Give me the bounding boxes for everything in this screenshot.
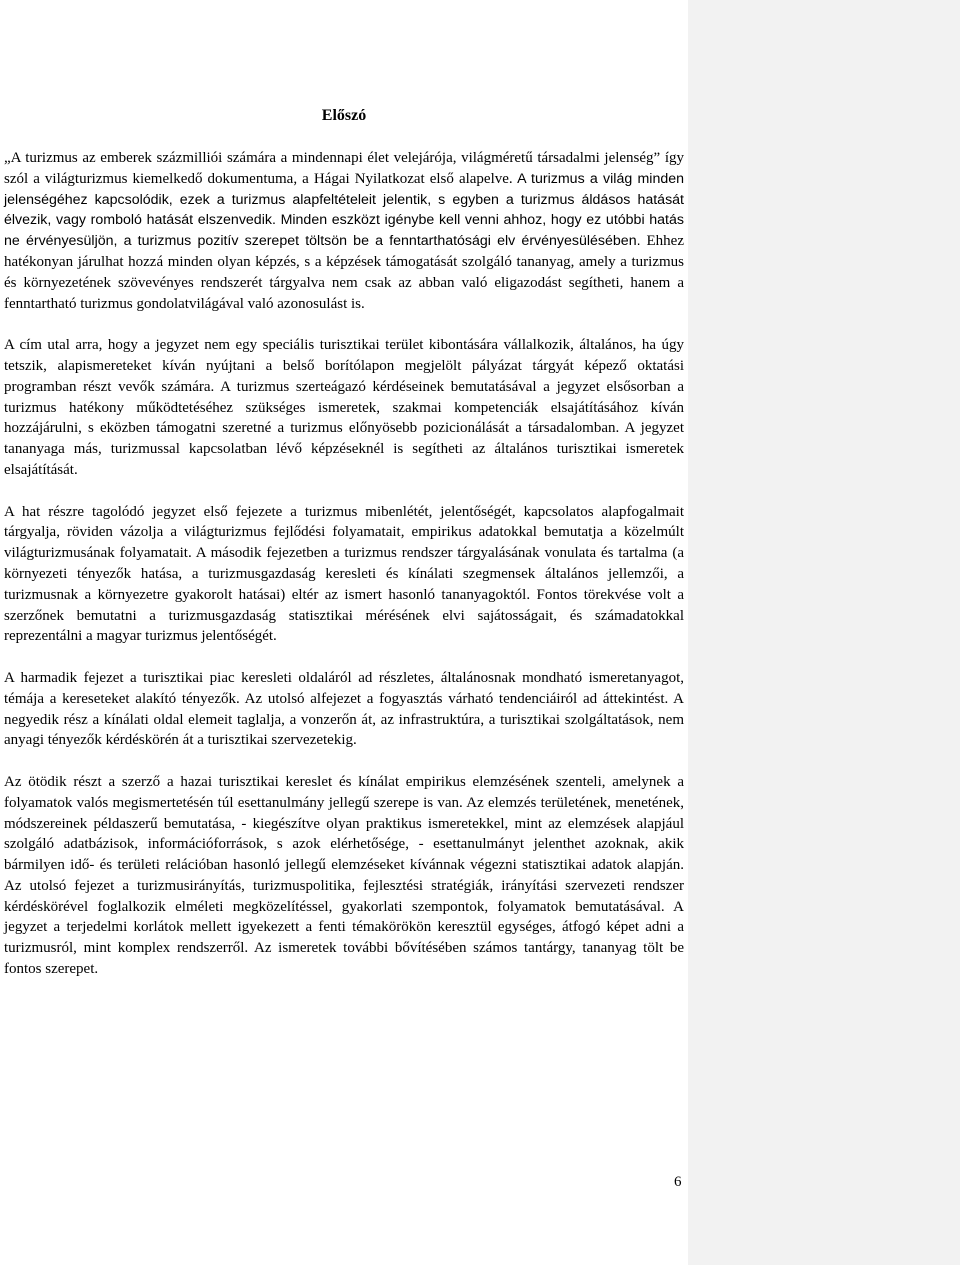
paragraph-3: A hat részre tagolódó jegyzet első fejezete a turizmus mibenlétét, jelentőségét, kapcsolatos alapfogalmait tárgyalja, röviden vázolja a világturizmus fejlődési folyamatait, empirikus adatokkal bemutatja a közelmúlt világturizmusának folyamatait. A második fejezetben a turizmus rendszer tárgyalásának vonulata és tartalma (a környezeti tényezők hatása, a turizmusgazdaság keresleti és kínálati szegmensek általános jellemzői, a turizmusnak a környezetre gyakorolt hatásai) eltér az ismert hasonló tananyagoktól. Fontos törekvése volt a szerzőnek bemutatni a turizmusgazdaság statisztikai mérésének elvi sajátosságait, és számadatokkal reprezentálni a magyar turizmus jelentőségét. (4, 503, 684, 645)
paragraph-4: A harmadik fejezet a turisztikai piac keresleti oldaláról ad részletes, általánosnak mondható ismeretanyagot, témája a kereseteket alakító tényezők. Az utolsó alfejezet a fogyasztás várható tendenciáiról ad áttekintést. A negyedik rész a kínálati oldal elemeit taglalja, a vonzerőn át, az infrastruktúra, a turisztikai szolgáltatások, nem anyagi tényezők kérdéskörén át a turisztikai szervezetekig. (4, 669, 684, 749)
paragraph-2: A cím utal arra, hogy a jegyzet nem egy speciális turisztikai terület kibontására vállalkozik, általános, ha úgy tetszik, alapismereteket kíván nyújtani a belső borítólapon megjelölt pályázat tárgyát képező oktatási programban részt vevők számára. A turizmus szerteágazó kérdéseinek bemutatásával a jegyzet elsősorban a turizmus hatékony működtetéséhez szükséges ismeretek, szakmai kompetenciák elsajátításához kíván hozzájárulni, s eközben támogatni szeretné a turizmus előnyösebb pozicionálását a társadalomban. A jegyzet tananyaga más, turizmussal kapcsolatban lévő képzéseknél is segítheti az általános turisztikai ismeretek elsajátítását. (4, 337, 684, 478)
paragraph-1 (4, 148, 684, 314)
paragraph-1-sentence-4: Ehhez hatékonyan járulhat hozzá minden olyan képzés, s a képzések támogatását szolgáló tananyag, amely a turizmus és környezetének szövevényes rendszerét tárgyalva nem csak az abban való eligazodást segítheti, hanem a fenntartható turizmus gondolatvilágával való azonosulást is. (4, 233, 684, 312)
page-title: Előszó (321, 107, 367, 124)
document-body (4, 104, 684, 1001)
paragraph-5: Az ötödik részt a szerző a hazai turisztikai kereslet és kínálat empirikus elemzésének szenteli, amelynek a folyamatok valós megismertetésén túl esettanulmány jellegű szerepe is van. Az elemzés területének, menetének, módszereinek példaszerű bemutatása, - kiegészítve olyan praktikus ismeretekkel, mint az elemzések alapjául szolgáló adatbázisok, információforrások, s azok elérhetősége, - esettanulmányt jelenthet azoknak, akik bármilyen idő- és területi relációban hasonló jellegű elemzéseket kívánnak végezni statisztikai adatok alapján. Az utolsó fejezet a turizmusirányítás, turizmuspolitika, fejlesztési stratégiák, irányítási szervezeti rendszer kérdéskörével foglalkozik elméleti megközelítéssel, gyakorlati szempontok, folyamatok bemutatásával. A jegyzet a terjedelmi korlátok mellett igyekezett a fenti témakörökön keresztül egységes, átfogó képet adni a turizmusról, mint komplex rendszerről. Az ismeretek további bővítésében számos tantárgy, tananyag tölt be fontos szerepet. (4, 773, 684, 978)
paragraph-1-sentence-3: Minden eszközt igénybe kell venni ahhoz, hogy ez utóbbi hatás ne érvényesüljön, a turizmus pozitív szerepet töltsön be a fenntarthatósági elv érvényesülésében. (4, 212, 684, 250)
paragraph-1-sentence-2: A turizmus a világ minden jelenségéhez kapcsolódik, ezek a turizmus alapfeltételeit jelentik, s egyben a turizmus áldásos hatását élvezik, vagy romboló hatását elszenvedik. (4, 170, 685, 229)
page-number: 6 (674, 1174, 682, 1190)
page-margin-area (688, 0, 960, 1265)
paragraph-1-quote: „A turizmus az emberek százmilliói számára a mindennapi élet velejárója, világméretű társadalmi jelenség” így szól a világturizmus kiemelkedő dokumentuma, a Hágai Nyilatkozat első alapelve. (4, 150, 684, 187)
